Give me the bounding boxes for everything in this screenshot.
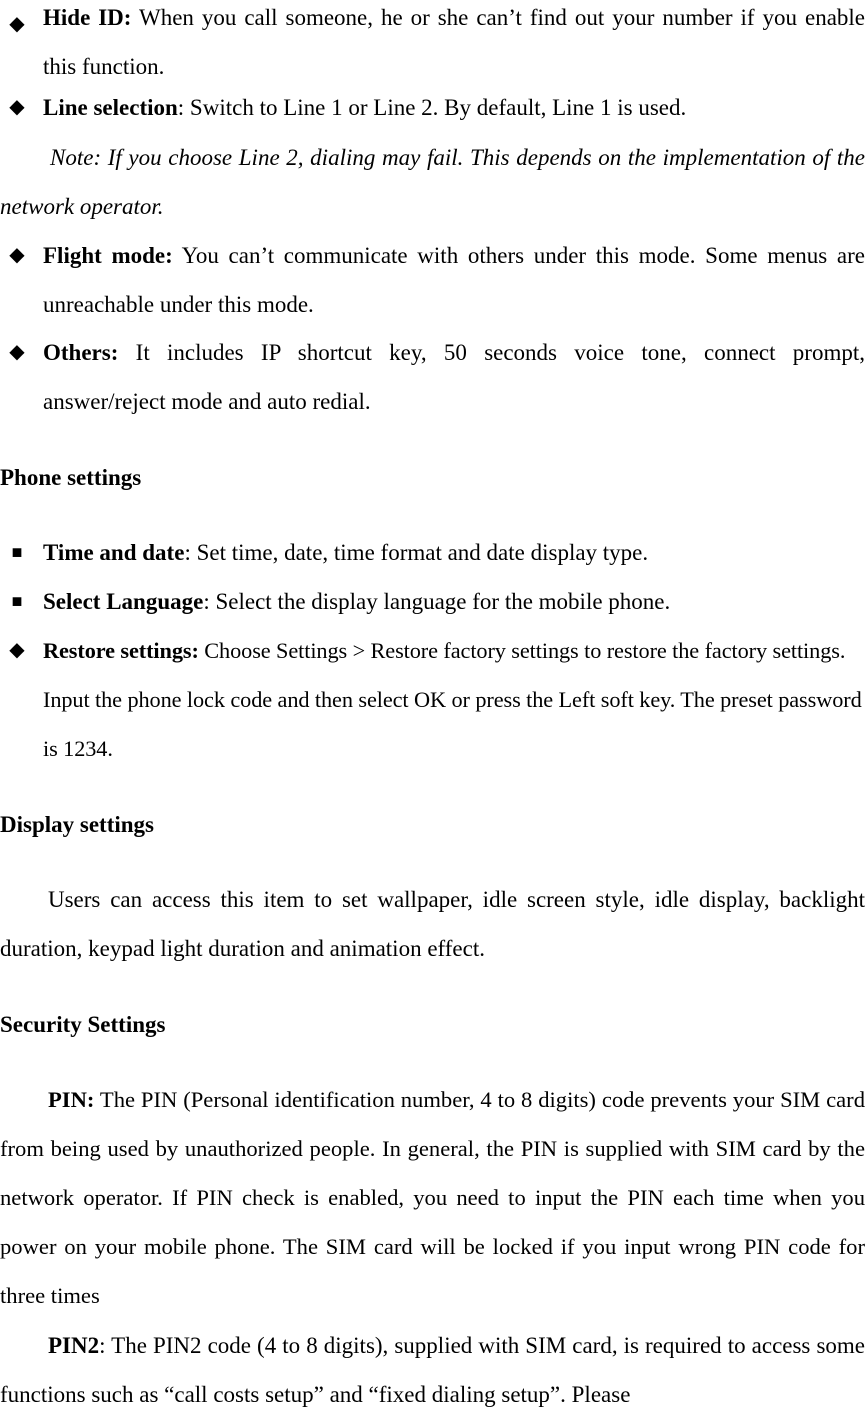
- line-selection-title: Line selection: [43, 95, 178, 120]
- time-date-item: [43, 528, 865, 577]
- pin2-text: : The PIN2 code (4 to 8 digits), supplied with SIM card, is required to access some functions such as “call costs setup” and “fixed dialing setup”. Please: [0, 1333, 865, 1407]
- display-settings-text: Users can access this item to set wallpaper, idle screen style, idle display, backlight duration, keypad light duration and animation effect.: [0, 887, 865, 961]
- hide-id-text: When you call someone, he or she can’t find out your number if you enable this function.: [43, 5, 866, 79]
- others-title: Others:: [43, 340, 119, 365]
- flight-mode-title: Flight mode:: [43, 243, 173, 268]
- diamond-bullet-icon: ◆: [9, 96, 25, 118]
- diamond-bullet-icon: ◆: [9, 639, 25, 661]
- pin2-paragraph: [0, 1321, 865, 1419]
- flight-mode-item: [43, 231, 865, 329]
- time-date-title: Time and date: [43, 540, 185, 565]
- flight-mode-text: You can’t communicate with others under this mode. Some menus are unreachable under this mode.: [43, 243, 865, 317]
- square-bullet-icon: ■: [11, 591, 23, 611]
- select-language-item: [43, 577, 865, 626]
- diamond-bullet-icon: ◆: [9, 244, 25, 266]
- line-selection-item: [43, 83, 865, 132]
- restore-settings-title: Restore settings:: [43, 638, 199, 663]
- others-item: [43, 328, 865, 426]
- select-language-text: : Select the display language for the mobile phone.: [203, 589, 671, 614]
- security-settings-heading: Security Settings: [0, 1012, 166, 1037]
- hide-id-title: Hide ID:: [43, 5, 132, 30]
- select-language-title: Select Language: [43, 589, 204, 614]
- diamond-bullet-icon: ◆: [9, 341, 25, 363]
- pin-text: The PIN (Personal identification number, 4 to 8 digits) code prevents your SIM card from being used by unauthorized people. In general, the PIN is supplied with SIM card by the network operator. If PIN check is enabled, you need to input the PIN each time when you power on your mobile phone. The SIM card will be locked if you input wrong PIN code for three times: [0, 1087, 865, 1308]
- display-settings-heading: Display settings: [0, 812, 154, 837]
- line-selection-text: : Switch to Line 1 or Line 2. By default, Line 1 is used.: [177, 95, 687, 120]
- pin-paragraph: [0, 1075, 865, 1320]
- others-text: It includes IP shortcut key, 50 seconds voice tone, connect prompt, answer/reject mode and auto redial.: [43, 340, 865, 414]
- pin-title: PIN:: [48, 1087, 95, 1112]
- restore-settings-item: [43, 626, 865, 773]
- pin2-title: PIN2: [48, 1333, 100, 1358]
- square-bullet-icon: ■: [11, 542, 23, 562]
- hide-id-item: [43, 0, 865, 91]
- diamond-bullet-icon: ◆: [9, 13, 25, 35]
- line-selection-note: Note: If you choose Line 2, dialing may fail. This depends on the implementation of the network operator.: [0, 145, 865, 219]
- time-date-text: : Set time, date, time format and date display type.: [184, 540, 649, 565]
- restore-settings-text: Choose Settings > Restore factory settings to restore the factory settings. Input the phone lock code and then select OK or press the Left soft key. The preset password is 1234.: [43, 638, 862, 761]
- phone-settings-heading: Phone settings: [0, 465, 142, 490]
